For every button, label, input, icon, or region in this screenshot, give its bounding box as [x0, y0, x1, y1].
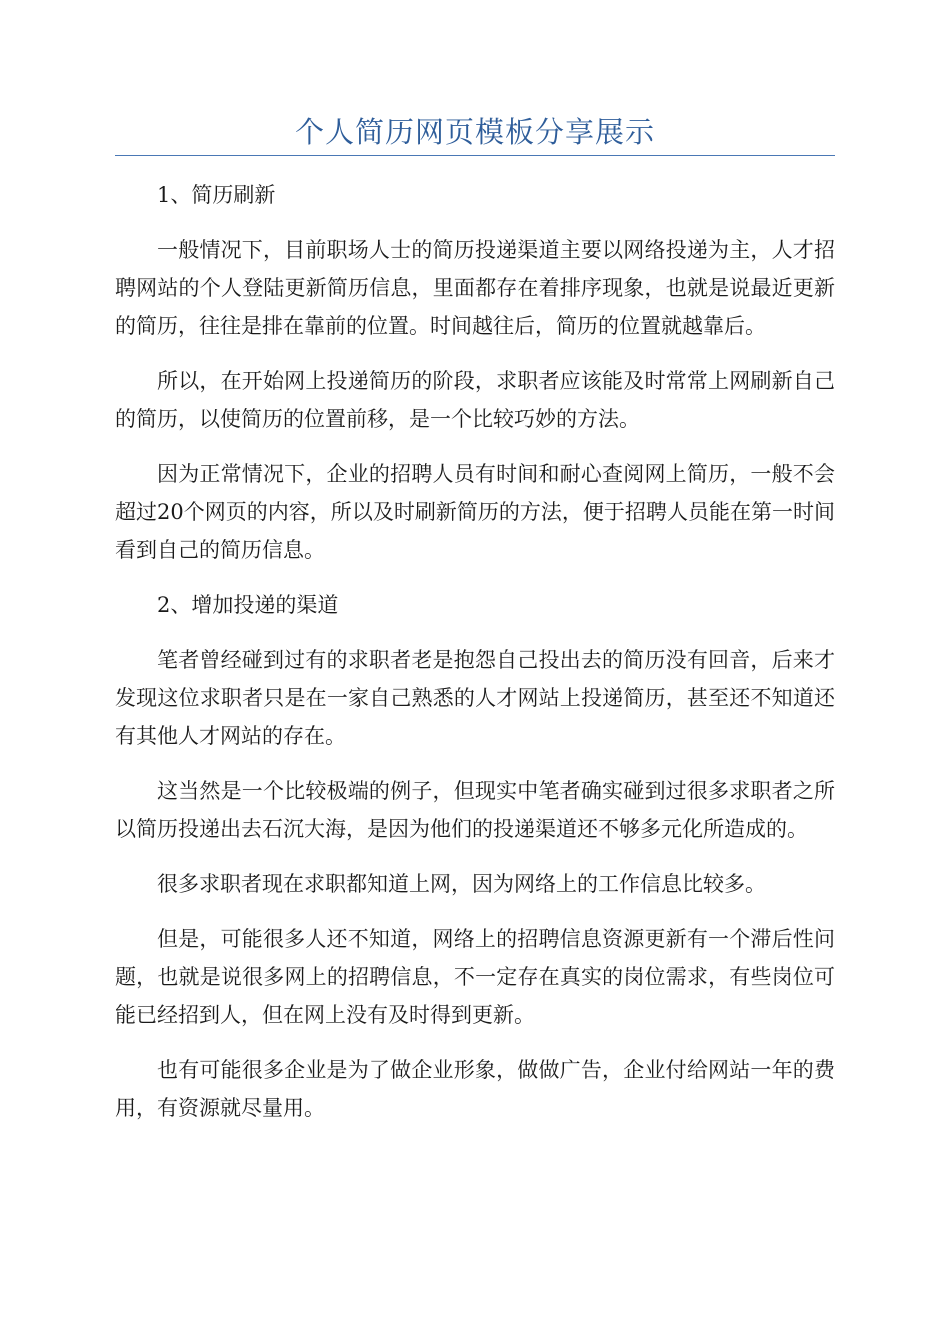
paragraph: 也有可能很多企业是为了做企业形象，做做广告，企业付给网站一年的费用，有资源就尽量用。 — [115, 1058, 835, 1120]
paragraph: 笔者曾经碰到过有的求职者老是抱怨自己投出去的简历没有回音，后来才发现这位求职者只是在一家自己熟悉的人才网站上投递简历，甚至还不知道还有其他人才网站的存在。 — [115, 648, 835, 748]
document-body — [115, 176, 835, 1144]
section-heading-channels: 2、增加投递的渠道 — [157, 593, 339, 617]
paragraph: 因为正常情况下，企业的招聘人员有时间和耐心查阅网上简历，一般不会超过20个网页的内容，所以及时刷新简历的方法，便于招聘人员能在第一时间看到自己的简历信息。 — [115, 462, 835, 562]
paragraph: 一般情况下，目前职场人士的简历投递渠道主要以网络投递为主，人才招聘网站的个人登陆更新简历信息，里面都存在着排序现象，也就是说最近更新的简历，往往是排在靠前的位置。时间越往后，简历的位置就越靠后。 — [115, 238, 835, 338]
section-heading-refresh: 1、简历刷新 — [157, 183, 276, 207]
page-title: 个人简历网页模板分享展示 — [294, 115, 655, 149]
paragraph: 很多求职者现在求职都知道上网，因为网络上的工作信息比较多。 — [157, 872, 766, 896]
paragraph: 但是，可能很多人还不知道，网络上的招聘信息资源更新有一个滞后性问题，也就是说很多网上的招聘信息，不一定存在真实的岗位需求，有些岗位可能已经招到人，但在网上没有及时得到更新。 — [115, 927, 835, 1027]
title-underline — [115, 155, 835, 156]
paragraph: 这当然是一个比较极端的例子，但现实中笔者确实碰到过很多求职者之所以简历投递出去石沉大海，是因为他们的投递渠道还不够多元化所造成的。 — [115, 779, 835, 841]
paragraph: 所以，在开始网上投递简历的阶段，求职者应该能及时常常上网刷新自己的简历，以使简历的位置前移，是一个比较巧妙的方法。 — [115, 369, 835, 431]
